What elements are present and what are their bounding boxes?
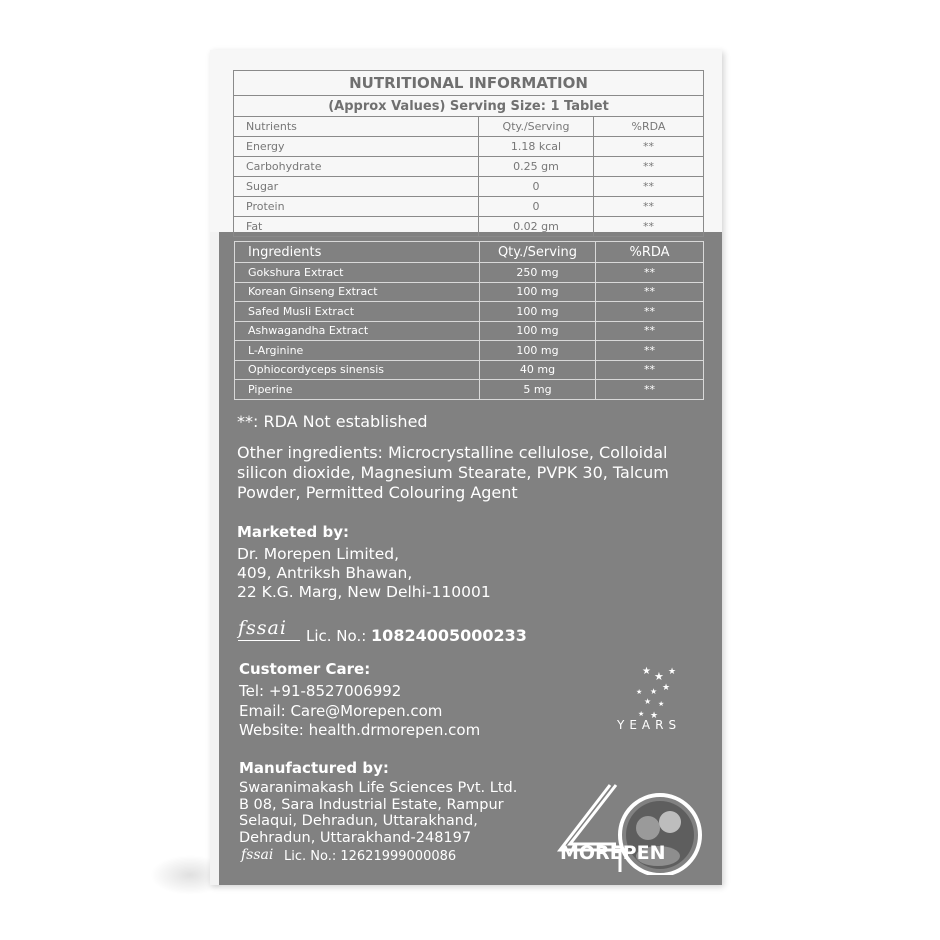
ingredient-name: Ashwagandha Extract [235, 321, 480, 341]
stars-icon [636, 666, 676, 720]
marketed-by-title: Marketed by: [237, 523, 350, 541]
nutrition-table [233, 70, 704, 237]
col-header-rda: %RDA [596, 242, 704, 263]
ingredient-name: Gokshura Extract [235, 263, 480, 283]
years-label: YEARS [617, 718, 682, 732]
address-line: Selaqui, Dehradun, Uttarakhand, [239, 813, 478, 829]
ingredient-rda: ** [596, 282, 704, 302]
ingredient-name: Safed Musli Extract [235, 302, 480, 322]
manufactured-by-address [239, 780, 517, 846]
col-header-qty: Qty./Serving [480, 242, 596, 263]
ingredient-qty: 100 mg [480, 321, 596, 341]
nutrition-title: NUTRITIONAL INFORMATION [234, 71, 704, 96]
nutrient-name: Carbohydrate [234, 157, 479, 177]
svg-text:★: ★ [668, 666, 677, 676]
table-row [235, 263, 704, 283]
ingredient-qty: 40 mg [480, 360, 596, 380]
nutrient-qty: 0.02 gm [479, 217, 594, 237]
nutrient-rda: ** [594, 157, 704, 177]
svg-text:★: ★ [644, 697, 652, 706]
ingredient-rda: ** [596, 380, 704, 400]
nutrient-qty: 0 [479, 177, 594, 197]
manufactured-by-title: Manufactured by: [239, 759, 389, 777]
ingredient-qty: 5 mg [480, 380, 596, 400]
address-line: Dehradun, Uttarakhand-248197 [239, 829, 472, 846]
fssai-logo: fssai [238, 617, 287, 639]
fssai-logo-small: fssai [241, 847, 274, 863]
ingredient-rda: ** [596, 321, 704, 341]
svg-text:★: ★ [642, 666, 651, 677]
serving-size: (Approx Values) Serving Size: 1 Tablet [234, 96, 704, 117]
license-label: Lic. No.: [306, 627, 367, 645]
col-header-nutrients: Nutrients [234, 117, 479, 137]
nutrient-name: Fat [234, 217, 479, 237]
table-row [234, 217, 704, 237]
brand-logo: MOREPEN [560, 842, 666, 864]
ingredient-qty: 100 mg [480, 341, 596, 361]
col-header-rda: %RDA [594, 117, 704, 137]
rda-note: **: RDA Not established [237, 412, 428, 431]
email: Email: Care@Morepen.com [239, 701, 443, 720]
table-row [235, 360, 704, 380]
nutrient-name: Protein [234, 197, 479, 217]
ingredients-table [234, 241, 704, 400]
nutrient-qty: 0 [479, 197, 594, 217]
col-header-ingredients: Ingredients [235, 242, 480, 263]
license-number: 10824005000233 [371, 626, 527, 645]
nutrient-rda: ** [594, 137, 704, 157]
fssai-license-2: Lic. No.: 12621999000086 [284, 849, 457, 864]
other-ingredients: Other ingredients: Microcrystalline cellulose, Colloidal silicon dioxide, Magnesium Stearate, PVPK 30, Talcum Powder, Permitted Colouring Agent [237, 443, 669, 502]
ingredient-qty: 100 mg [480, 282, 596, 302]
table-row [235, 341, 704, 361]
nutrient-rda: ** [594, 197, 704, 217]
ingredient-name: Korean Ginseng Extract [235, 282, 480, 302]
table-row [234, 137, 704, 157]
svg-text:★: ★ [638, 711, 645, 718]
ingredient-name: Ophiocordyceps sinensis [235, 360, 480, 380]
svg-text:★: ★ [658, 701, 665, 708]
address-line: 22 K.G. Marg, New Delhi-110001 [237, 583, 491, 601]
ingredient-qty: 100 mg [480, 302, 596, 322]
nutrient-qty: 0.25 gm [479, 157, 594, 177]
address-line: Swaranimakash Life Sciences Pvt. Ltd. [239, 780, 518, 796]
ingredient-name: Piperine [235, 380, 480, 400]
address-line: 409, Antriksh Bhawan, [237, 564, 413, 582]
nutrient-rda: ** [594, 177, 704, 197]
nutrient-name: Energy [234, 137, 479, 157]
table-row [235, 282, 704, 302]
phone: Tel: +91-8527006992 [239, 682, 402, 700]
ingredient-rda: ** [596, 360, 704, 380]
address-line: B 08, Sara Industrial Estate, Rampur [239, 796, 504, 813]
product-box-back [210, 50, 722, 885]
svg-text:★: ★ [662, 682, 671, 692]
col-header-qty: Qty./Serving [479, 117, 594, 137]
nutrient-name: Sugar [234, 177, 479, 197]
ingredient-rda: ** [596, 302, 704, 322]
table-row [235, 380, 704, 400]
svg-text:★: ★ [650, 687, 658, 696]
nutrient-qty: 1.18 kcal [479, 137, 594, 157]
box-edge [210, 232, 219, 885]
ingredient-rda: ** [596, 263, 704, 283]
ingredient-qty: 250 mg [480, 263, 596, 283]
table-row [235, 321, 704, 341]
customer-care-details [239, 682, 480, 741]
table-row [235, 302, 704, 322]
address-line: Dr. Morepen Limited, [237, 545, 400, 563]
svg-text:★: ★ [650, 710, 659, 720]
customer-care-title: Customer Care: [239, 660, 371, 678]
table-row [234, 157, 704, 177]
svg-text:★: ★ [636, 689, 643, 696]
website: Website: health.drmorepen.com [239, 721, 481, 739]
marketed-by-address [237, 545, 491, 602]
ingredient-rda: ** [596, 341, 704, 361]
table-row [234, 177, 704, 197]
ingredient-name: L-Arginine [235, 341, 480, 361]
table-row [234, 197, 704, 217]
svg-text:★: ★ [654, 671, 664, 683]
fssai-license-1 [306, 626, 527, 645]
nutrient-rda: ** [594, 217, 704, 237]
